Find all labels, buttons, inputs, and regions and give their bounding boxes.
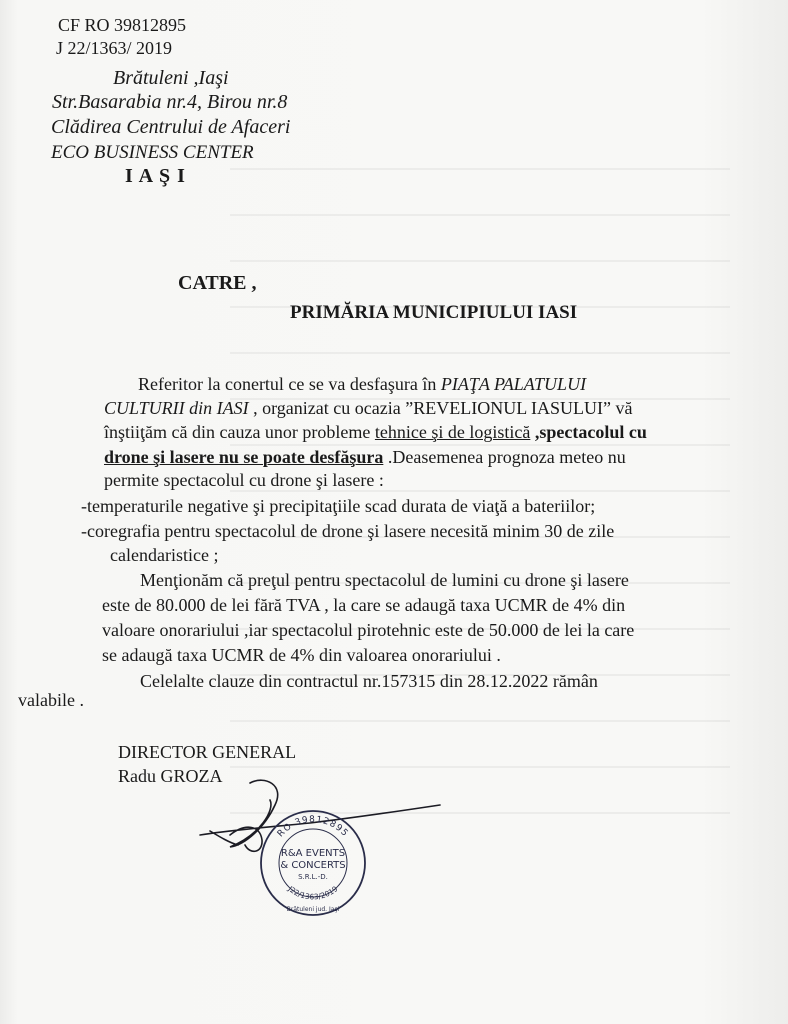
body-p2-line-4: se adaugă taxa UCMR de 4% din valoarea onorariului .	[102, 645, 501, 665]
body-line-5: permite spectacolul cu drone şi lasere :	[104, 470, 384, 490]
body-line-4	[104, 447, 626, 467]
header-building: Clădirea Centrului de Afaceri	[51, 116, 291, 138]
recipient-catre: CATRE ,	[178, 272, 257, 294]
stamp-line-1: R&A EVENTS	[280, 848, 346, 859]
text-italic: CULTURII din IASI	[104, 398, 249, 418]
signatory-title: DIRECTOR GENERAL	[118, 742, 297, 762]
recipient-institution: PRIMĂRIA MUNICIPIULUI IASI	[290, 302, 578, 323]
list-item-1: -temperaturile negative şi precipitaţiile scad durata de viaţă a bateriilor;	[81, 496, 596, 516]
stamp-line-2: & CONCERTS	[280, 860, 346, 871]
body-line-3	[104, 422, 647, 442]
text-italic: PIAŢA PALATULUI	[440, 374, 587, 394]
body-line-2	[104, 398, 633, 418]
text-underlined: tehnice şi de logistică	[374, 422, 531, 442]
stamp-bottom-locality: Brătuleni jud. Iaşi	[286, 906, 340, 913]
stamp-line-3: S.R.L.-D.	[298, 873, 328, 881]
company-stamp	[258, 808, 368, 918]
text: Referitor la conertul ce se va desfaşura în	[138, 374, 441, 394]
body-line-1	[138, 374, 586, 394]
stamp-bottom-arc: J22/1363/2019	[286, 884, 340, 902]
list-item-2-line-1: -coregrafia pentru spectacolul de drone şi lasere necesită minim 30 de zile	[81, 521, 615, 541]
text: înştiiţăm că din cauza unor probleme	[104, 422, 375, 442]
header-cf: CF RO 39812895	[58, 15, 187, 35]
body-p3-line-1: Celelalte clauze din contractul nr.157315 din 28.12.2022 rămân	[140, 671, 598, 691]
header-city: I A Ş I	[125, 165, 186, 187]
text-bold: ,spectacolul cu	[530, 422, 647, 442]
header-center: ECO BUSINESS CENTER	[51, 142, 254, 163]
signatory-name: Radu GROZA	[118, 766, 223, 786]
text: , organizat cu ocazia ”REVELIONUL IASULUI” vă	[248, 398, 633, 418]
header-locality: Brătuleni ,Iaşi	[113, 67, 229, 89]
stamp-top-arc: RO 39812895	[275, 814, 351, 840]
body-p2-line-2: este de 80.000 de lei fără TVA , la care se adaugă taxa UCMR de 4% din	[102, 595, 626, 615]
text: .Deasemenea prognoza meteo nu	[383, 447, 626, 467]
body-p2-line-3: valoare onorariului ,iar spectacolul pirotehnic este de 50.000 de lei la care	[102, 620, 635, 640]
body-p3-line-2: valabile .	[18, 690, 84, 710]
text-bold-underlined: drone şi lasere nu se poate desfăşura	[104, 447, 384, 467]
body-p2-line-1: Menţionăm că preţul pentru spectacolul de lumini cu drone şi lasere	[140, 570, 629, 590]
header-registration: J 22/1363/ 2019	[56, 38, 173, 58]
header-street: Str.Basarabia nr.4, Birou nr.8	[52, 91, 288, 113]
list-item-2-line-2: calendaristice ;	[110, 545, 219, 565]
